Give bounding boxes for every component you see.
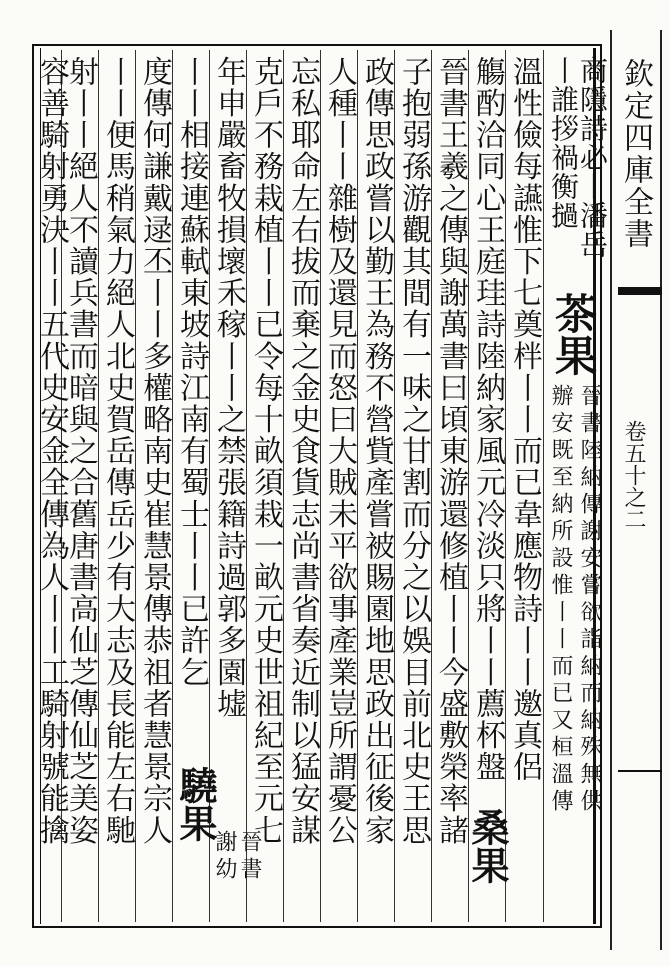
text-column: 晉書王羲之傳與謝萬書曰頃東游還修植丨丨今盛敷榮率諸 [433,56,468,846]
column-rule [98,50,99,922]
text-column: 丨丨便馬稍氣力絕人北史賀岳傳岳少有大志及長能左右馳 [100,56,135,846]
column-rule [468,50,469,922]
entry-note: 晉書陸納傳謝安嘗欲詣納而納殊無供 [577,384,602,816]
text-column: 忘私耶命左右拔而棄之金史食貨志尚書省奏近制以猛安謀 [285,56,320,846]
text-column: 年申嚴畜牧損壞禾稼丨丨之禁張籍詩過郭多園墟 [211,56,246,720]
text-column: 人種丨丨雜樹及還見而怒曰大賊未平欲事產業豈所謂憂公 [322,56,357,846]
column-rule [543,50,544,922]
margin-rule [618,770,662,772]
column-rule [320,50,321,922]
entry-note: 晉書 [237,830,262,884]
text-column: 政傳思政嘗以勤王為務不營貲產嘗被賜園地思政出征後家 [359,56,394,846]
text-column: 度傳何謙戴逯丕丨丨多權略南史崔慧景傳恭祖者慧景宗人 [137,56,172,846]
text-column: 溫性儉每讌惟下七奠柈丨丨而已韋應物詩丨丨邀真侶 [507,56,542,783]
text-column: 克戶不務栽植丨丨已令每十畝須栽一畝元史世祖紀至元七 [248,56,283,846]
fishtail-mark [618,287,662,295]
column-rule [431,50,432,922]
text-column: 丨丨相接連蘇軾東坡詩江南有蜀士丨丨已許乞 [174,56,209,688]
juan-label: 卷五十之二 [621,420,646,530]
entry-note: 辦安既至納所設惟丨丨而已又桓溫傳 [548,384,573,816]
column-rule [283,50,284,922]
column-rule [135,50,136,922]
text-column: 射丨丨絕人不讀兵書而暗與之合舊唐書高仙芝傳仙芝美姿 [63,56,98,846]
column-rule [246,50,247,922]
column-rule [357,50,358,922]
entry-heading: 驍果 [173,766,218,842]
text-column: 觴酌洽同心王庭珪詩陸納家風元冷淡只將丨丨薦杯盤 [470,56,505,783]
text-column: 丨誰拶禍衡撾 [547,56,580,230]
entry-note: 謝幼 [212,830,237,884]
column-rule [394,50,395,922]
entry-heading: 茶果 [549,292,598,376]
column-rule [505,50,506,922]
text-column: 子抱弱孫游觀其間有一味之甘割而分之以娛目前北史王思 [396,56,431,846]
text-column: 商隱詩必丨潘岳 [576,56,609,259]
book-title: 欽定四庫全書 [618,58,653,250]
text-column: 容善騎射勇決丨丨五代史安金全傳為人丨丨工騎射號能擒 [34,56,69,846]
entry-heading: 桑果 [465,808,510,884]
